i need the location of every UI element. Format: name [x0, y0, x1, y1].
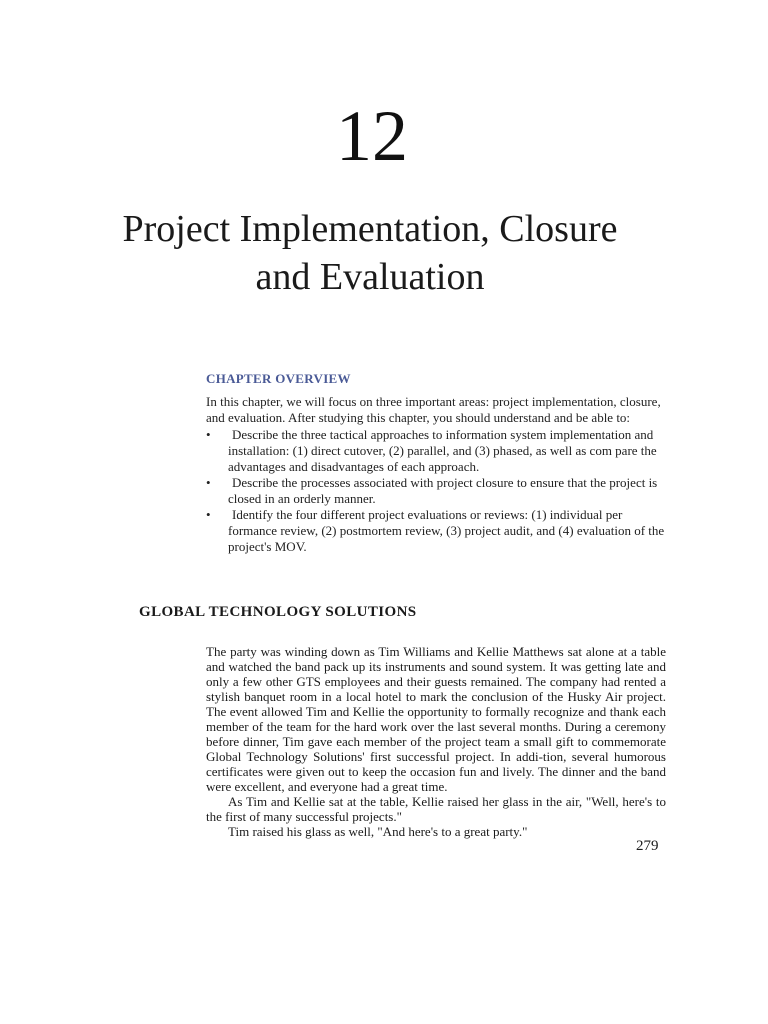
- bullet-icon: •: [206, 475, 211, 490]
- learning-objective-text: Describe the three tactical approaches to information system implementation and installation: (1) direct cutover, (2) parallel, and (3) phased, as well as com pare the advantages and disadvantages of each approach.: [228, 427, 657, 474]
- learning-objective-text: Describe the processes associated with project closure to ensure that the project is closed in an orderly manner.: [228, 475, 658, 506]
- case-story: [206, 644, 666, 839]
- chapter-number: 12: [336, 96, 408, 176]
- chapter-overview-intro: In this chapter, we will focus on three important areas: project implementation, closure, and evaluation. After studying this chapter, you should understand and be able to:: [206, 394, 661, 425]
- story-paragraph: As Tim and Kellie sat at the table, Kellie raised her glass in the air, "Well, here's to the first of many successful projects.": [206, 794, 666, 824]
- learning-objective-item: [206, 475, 666, 507]
- learning-objective-text: Identify the four different project evaluations or reviews: (1) individual per formance review, (2) postmortem review, (3) project audit, and (4) evaluation of the project's MOV.: [228, 507, 665, 554]
- bullet-icon: •: [206, 427, 211, 442]
- chapter-title-line-2: and Evaluation: [255, 256, 485, 298]
- story-paragraph: The party was winding down as Tim Williams and Kellie Matthews sat alone at a table and watched the band pack up its instruments and sound system. It was getting late and only a few other GTS employees and their guests remained. The company had rented a stylish banquet room in a local hotel to mark the conclusion of the Husky Air project. The event allowed Tim and Kellie the opportunity to formally recognize and thank each member of the team for the hard work over the last several months. During a ceremony before dinner, Tim gave each member of the project team a small gift to commemorate Global Technology Solutions' first successful project. In addi-tion, several humorous certificates were given out to keep the occasion fun and lively. The dinner and the band were excellent, and everyone had a great time.: [206, 644, 666, 794]
- learning-objectives-list: [206, 427, 666, 555]
- section-heading: GLOBAL TECHNOLOGY SOLUTIONS: [139, 604, 417, 620]
- story-paragraph: Tim raised his glass as well, "And here's to a great party.": [228, 824, 528, 839]
- chapter-title: [60, 205, 680, 301]
- chapter-title-line-1: Project Implementation, Closure: [122, 208, 618, 250]
- chapter-overview-heading: CHAPTER OVERVIEW: [206, 371, 351, 386]
- learning-objective-item: [206, 427, 666, 475]
- page-number: 279: [636, 838, 659, 854]
- learning-objective-item: [206, 507, 666, 555]
- bullet-icon: •: [206, 507, 211, 522]
